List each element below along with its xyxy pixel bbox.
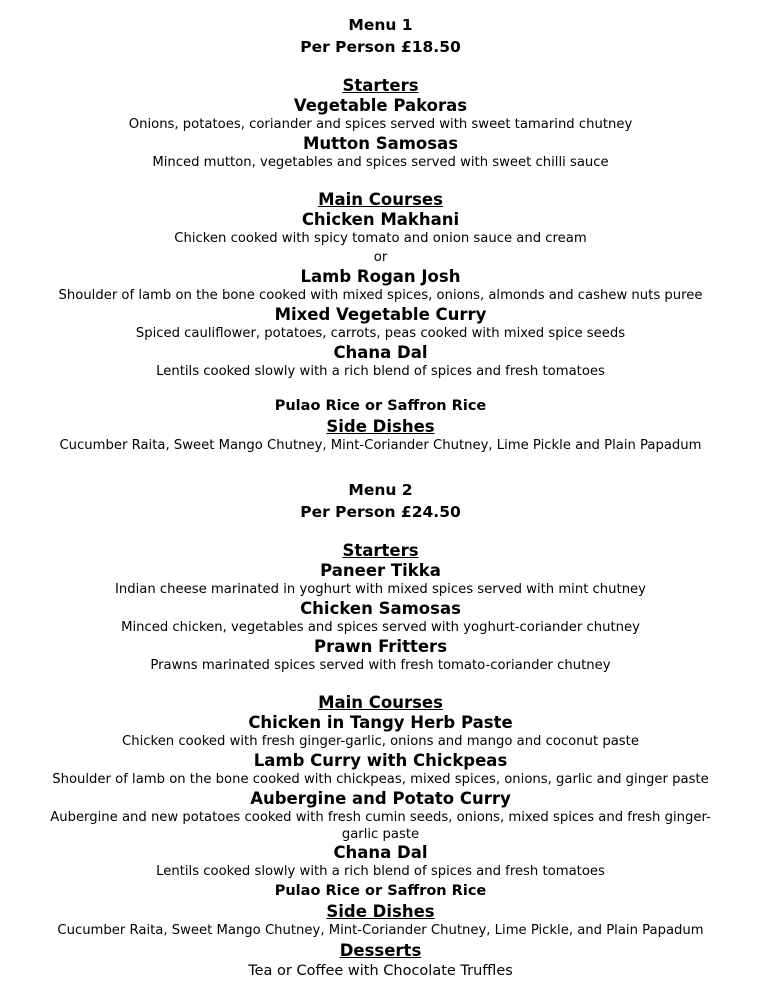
dish-description: Shoulder of lamb on the bone cooked with mixed spices, onions, almonds and cashew nuts puree — [58, 288, 703, 303]
dish-name: Aubergine and Potato Curry — [250, 789, 511, 808]
main-courses-heading: Main Courses — [318, 693, 443, 712]
dish-name: Lamb Curry with Chickpeas — [253, 751, 508, 770]
dish-name: Chicken in Tangy Herb Paste — [248, 713, 513, 732]
dish-name: Prawn Fritters — [313, 637, 448, 656]
or-separator: or — [373, 250, 388, 265]
rice-option: Pulao Rice or Saffron Rice — [274, 398, 487, 414]
dish-description: Minced chicken, vegetables and spices served with yoghurt-coriander chutney — [121, 620, 640, 635]
dish-description: Lentils cooked slowly with a rich blend of spices and fresh tomatoes — [156, 364, 605, 379]
dish-description: Onions, potatoes, coriander and spices served with sweet tamarind chutney — [128, 117, 633, 132]
side-dishes-description: Cucumber Raita, Sweet Mango Chutney, Mint-Coriander Chutney, Lime Pickle and Plain Papadum — [59, 438, 702, 453]
starters-heading: Starters — [342, 541, 419, 560]
rice-option: Pulao Rice or Saffron Rice — [274, 883, 487, 899]
main-courses-heading: Main Courses — [318, 190, 443, 209]
dish-name: Lamb Rogan Josh — [300, 267, 461, 286]
dish-description: Lentils cooked slowly with a rich blend of spices and fresh tomatoes — [156, 864, 605, 879]
dish-name: Chana Dal — [333, 843, 428, 862]
dish-description: Aubergine and new potatoes cooked with fresh cumin seeds, onions, mixed spices and fresh ginger-garlic paste — [50, 810, 711, 842]
dish-description: Prawns marinated spices served with fresh tomato-coriander chutney — [150, 658, 611, 673]
dish-description: Minced mutton, vegetables and spices served with sweet chilli sauce — [152, 155, 609, 170]
dish-name: Paneer Tikka — [320, 561, 441, 580]
menu-title: Menu 1 — [348, 16, 413, 34]
dish-name: Chicken Makhani — [301, 210, 460, 229]
menu-title: Menu 2 — [348, 481, 413, 499]
dish-name: Chana Dal — [333, 343, 428, 362]
desserts-heading: Desserts — [339, 941, 422, 960]
menu-price: Per Person £24.50 — [300, 503, 461, 521]
dish-description: Shoulder of lamb on the bone cooked with chickpeas, mixed spices, onions, garlic and ginger paste — [52, 772, 709, 787]
starters-heading: Starters — [342, 76, 419, 95]
desserts-description: Tea or Coffee with Chocolate Truffles — [248, 963, 513, 979]
dish-description: Chicken cooked with fresh ginger-garlic, onions and mango and coconut paste — [122, 734, 639, 749]
dish-name: Chicken Samosas — [300, 599, 461, 618]
menu-price: Per Person £18.50 — [300, 38, 461, 56]
menu-1 — [0, 14, 761, 455]
dish-name: Mixed Vegetable Curry — [274, 305, 487, 324]
side-dishes-description: Cucumber Raita, Sweet Mango Chutney, Mint-Coriander Chutney, Lime Pickle, and Plain Papadum — [57, 923, 704, 938]
side-dishes-heading: Side Dishes — [326, 902, 435, 921]
dish-name: Vegetable Pakoras — [293, 96, 468, 115]
side-dishes-heading: Side Dishes — [326, 417, 435, 436]
dish-description: Spiced cauliflower, potatoes, carrots, peas cooked with mixed spice seeds — [135, 326, 626, 341]
dish-description: Indian cheese marinated in yoghurt with mixed spices served with mint chutney — [115, 582, 646, 597]
dish-description: Chicken cooked with spicy tomato and onion sauce and cream — [174, 231, 587, 246]
menu-2 — [0, 479, 761, 981]
dish-name: Mutton Samosas — [302, 134, 459, 153]
